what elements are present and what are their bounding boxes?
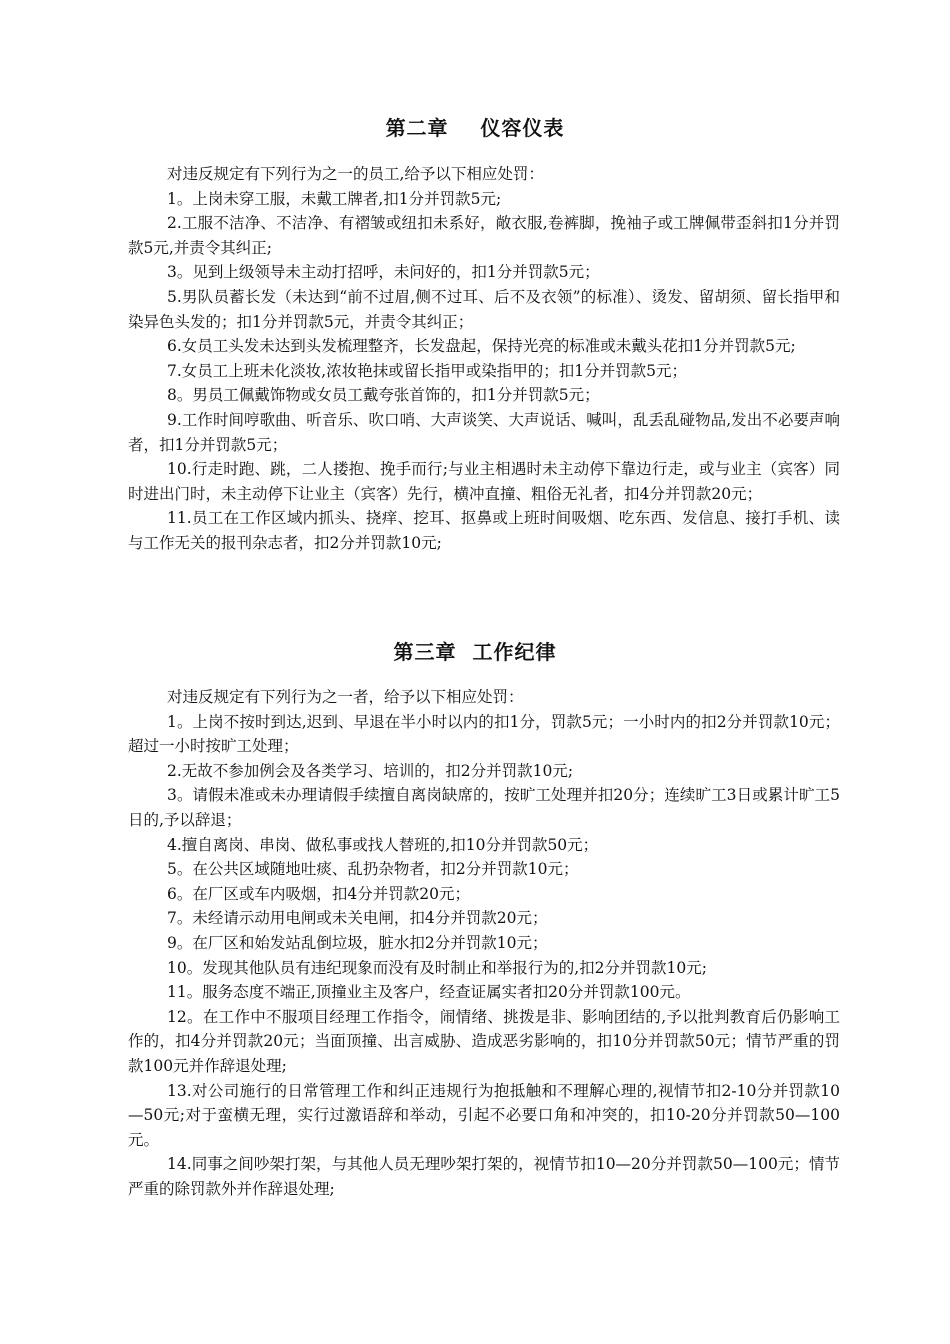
chapter-3-intro: 对违反规定有下列行为之一者，给予以下相应处罚： bbox=[167, 688, 524, 706]
chapter-3-item: 14.同事之间吵架打架，与其他人员无理吵架打架的，视情节扣10—20分并罚款50—100元；情节严重的除罚款外并作辞退处理; bbox=[128, 1155, 840, 1198]
chapter-3-item: 11。服务态度不端正,顶撞业主及客户，经查证属实者扣20分并罚款100元。 bbox=[167, 983, 691, 1002]
chapter-3-item: 5。在公共区域随地吐痰、乱扔杂物者，扣2分并罚款10元； bbox=[167, 860, 579, 879]
chapter-2-item: 2.工服不洁净、不洁净、有褶皱或纽扣未系好，敞衣服,卷裤脚，挽袖子或工牌佩带歪斜扣1分并罚款5元,并责令其纠正; bbox=[128, 214, 840, 257]
chapter-3-item: 9。在厂区和始发站乱倒垃圾，脏水扣2分并罚款10元； bbox=[167, 933, 548, 952]
chapter-3-title: 第三章 工作纪律 bbox=[393, 640, 557, 664]
chapter-2-item: 11.员工在工作区域内抓头、挠痒、挖耳、抠鼻或上班时间吸烟、吃东西、发信息、接打手机、读与工作无关的报刊杂志者，扣2分并罚款10元; bbox=[128, 509, 840, 552]
chapter-2-intro: 对违反规定有下列行为之一的员工,给予以下相应处罚： bbox=[167, 165, 544, 183]
chapter-3-item: 4.擅自离岗、串岗、做私事或找人替班的,扣10分并罚款50元； bbox=[167, 835, 599, 854]
chapter-2-item: 9.工作时间哼歌曲、听音乐、吹口哨、大声谈笑、大声说话、喊叫，乱丢乱碰物品,发出不必要声响者，扣1分并罚款5元； bbox=[128, 410, 840, 454]
chapter-3-item: 13.对公司施行的日常管理工作和纠正违规行为抱抵触和不理解心理的,视情节扣2-10分并罚款10—50元;对于蛮横无理，实行过激语辞和举动，引起不必要口角和冲突的，扣10-20分并罚款50—100元。 bbox=[128, 1081, 840, 1149]
chapter-2-title: 第二章 仪容仪表 bbox=[385, 116, 565, 140]
chapter-3-item: 7。未经请示动用电闸或未关电闸，扣4分并罚款20元； bbox=[167, 909, 548, 928]
chapter-3-item: 2.无故不参加例会及各类学习、培训的，扣2分并罚款10元; bbox=[167, 761, 574, 780]
chapter-3-item: 10。发现其他队员有违纪现象而没有及时制止和举报行为的,扣2分并罚款10元; bbox=[167, 958, 707, 977]
chapter-2-item: 1。上岗未穿工服，未戴工牌者,扣1分并罚款5元; bbox=[167, 189, 502, 208]
chapter-3-item: 1。上岗不按时到达,迟到、早退在半小时以内的扣1分，罚款5元；一小时内的扣2分并罚款10元；超过一小时按旷工处理； bbox=[128, 712, 840, 756]
chapter-3-item: 12。在工作中不服项目经理工作指令，闹情绪、挑拨是非、影响团结的,予以批判教育后仍影响工作的，扣4分并罚款20元；当面顶撞、出言威胁、造成恶劣影响的，扣10分并罚款50元；情节严重的罚款100元并作辞退处理; bbox=[128, 1007, 840, 1075]
chapter-3-item: 3。请假未准或未办理请假手续擅自离岗缺席的，按旷工处理并扣20分；连续旷工3日或累计旷工5日的,予以辞退； bbox=[128, 786, 840, 829]
chapter-2-item: 3。见到上级领导未主动打招呼，未问好的，扣1分并罚款5元； bbox=[167, 263, 600, 282]
chapter-2-item: 10.行走时跑、跳，二人搂抱、挽手而行;与业主相遇时未主动停下靠边行走，或与业主（宾客）同时进出门时，未主动停下让业主（宾客）先行，横冲直撞、粗俗无礼者，扣4分并罚款20元； bbox=[128, 460, 840, 503]
chapter-2-item: 7.女员工上班未化淡妆,浓妆艳抹或留长指甲或染指甲的；扣1分并罚款5元； bbox=[167, 361, 687, 380]
chapter-2-item: 5.男队员蓄长发（未达到“前不过眉,侧不过耳、后不及衣领”的标准）、烫发、留胡须、留长指甲和染异色头发的；扣1分并罚款5元，并责令其纠正； bbox=[128, 287, 840, 331]
chapter-2-body bbox=[128, 162, 840, 556]
chapter-2-item: 8。男员工佩戴饰物或女员工戴夸张首饰的，扣1分并罚款5元； bbox=[167, 386, 600, 405]
chapter-2-item: 6.女员工头发未达到头发梳理整齐，长发盘起，保持光亮的标准或未戴头花扣1分并罚款5元; bbox=[167, 337, 796, 356]
chapter-3-item: 6。在厂区或车内吸烟，扣4分并罚款20元； bbox=[167, 884, 470, 903]
chapter-3-body bbox=[128, 685, 840, 1201]
